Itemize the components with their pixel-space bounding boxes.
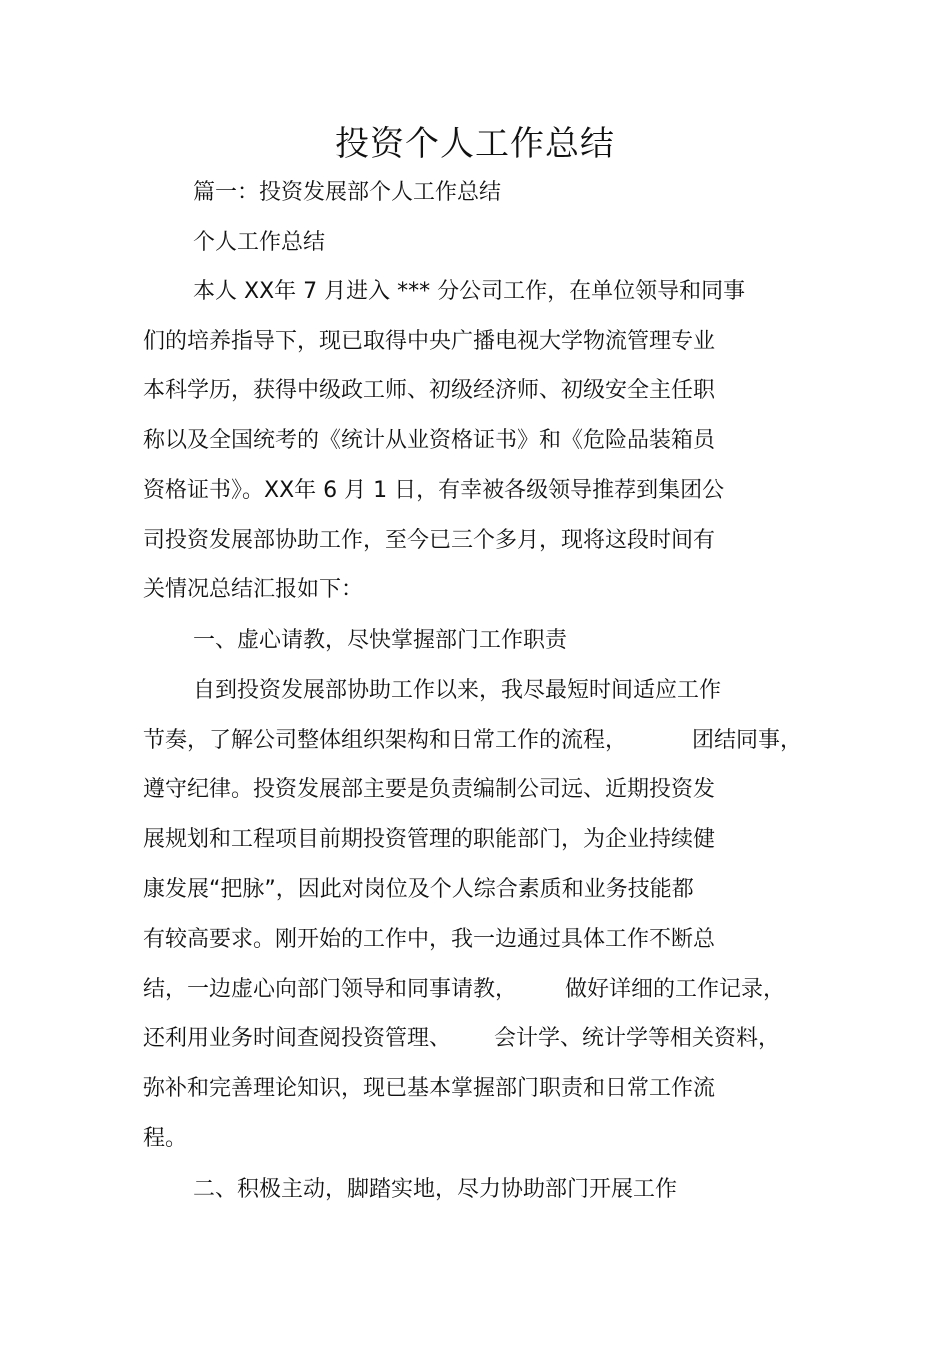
paragraph-line: 程。: [143, 1126, 188, 1151]
paragraph-line: 们的培养指导下，现已取得中央广播电视大学物流管理专业: [143, 329, 716, 354]
paragraph-line: 还利用业务时间查阅投资管理、: [143, 1026, 452, 1051]
paragraph-line: 遵守纪律。投资发展部主要是负责编制公司远、近期投资发: [143, 777, 716, 802]
paragraph-line: 资格证书》。XX年 6 月 1 日，有幸被各级领导推荐到集团公: [143, 478, 725, 503]
section-heading-one: 一、虚心请教，尽快掌握部门工作职责: [193, 628, 568, 653]
paragraph-line: 结，一边虚心向部门领导和同事请教，: [143, 977, 518, 1002]
paragraph-line-fragment: 会计学、统计学等相关资料，: [494, 1026, 781, 1051]
paragraph-line: 称以及全国统考的《统计从业资格证书》和《危险品装箱员: [143, 428, 716, 453]
paragraph-line: 展规划和工程项目前期投资管理的职能部门，为企业持续健: [143, 827, 716, 852]
paragraph-line-fragment: 做好详细的工作记录，: [565, 977, 786, 1002]
document-title: 投资个人工作总结: [335, 124, 615, 164]
paragraph-line: 有较高要求。刚开始的工作中，我一边通过具体工作不断总: [143, 927, 716, 952]
paragraph-line: 节奏，了解公司整体组织架构和日常工作的流程，: [143, 728, 628, 753]
paragraph-line: 弥补和完善理论知识，现已基本掌握部门职责和日常工作流: [143, 1076, 716, 1101]
paragraph-line: 自到投资发展部协助工作以来，我尽最短时间适应工作: [193, 678, 722, 703]
paragraph-line: 司投资发展部协助工作，至今已三个多月，现将这段时间有: [143, 528, 716, 553]
subheading-personal-summary: 个人工作总结: [193, 230, 326, 255]
paragraph-line: 本科学历，获得中级政工师、初级经济师、初级安全主任职: [143, 378, 716, 403]
paragraph-line: 关情况总结汇报如下：: [143, 577, 364, 602]
paragraph-line: 康发展“把脉”，因此对岗位及个人综合素质和业务技能都: [143, 877, 694, 902]
section-heading-part-one: 篇一：投资发展部个人工作总结: [193, 180, 502, 205]
paragraph-line: 本人 XX年 7 月进入 *** 分公司工作，在单位领导和同事: [193, 279, 746, 304]
paragraph-line-fragment: 团结同事，: [692, 728, 803, 753]
section-heading-two: 二、积极主动，脚踏实地，尽力协助部门开展工作: [193, 1177, 678, 1202]
